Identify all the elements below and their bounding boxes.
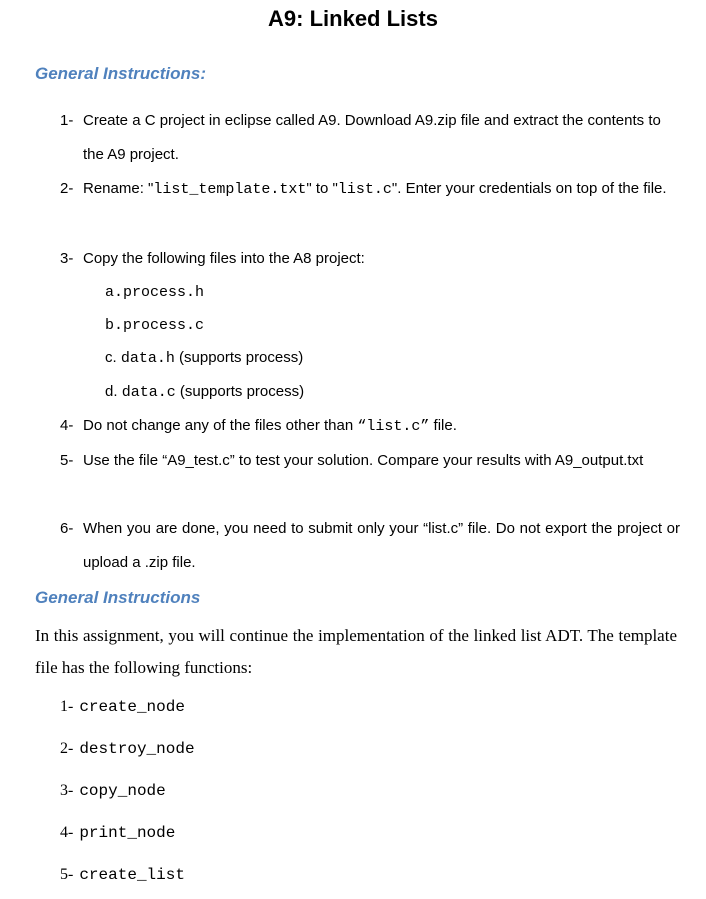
code-filename: process.c	[123, 317, 205, 334]
function-number: 4-	[60, 824, 74, 841]
sub-item-label: d.	[105, 383, 118, 400]
code-filename: list.c	[337, 181, 392, 198]
function-name: destroy_node	[79, 740, 195, 758]
instruction-item-1	[60, 104, 680, 172]
item-number: 5-	[60, 452, 74, 469]
function-name: copy_node	[79, 782, 166, 800]
function-item-5	[60, 866, 185, 884]
function-item-2	[60, 740, 195, 758]
function-item-3	[60, 782, 166, 800]
page-title: A9: Linked Lists	[268, 6, 438, 31]
function-name: create_list	[79, 866, 185, 884]
item-number: 2-	[60, 180, 74, 197]
sub-item-note: (supports process)	[175, 383, 305, 400]
item-text-part: Rename: "	[83, 180, 154, 197]
instruction-item-5	[60, 444, 680, 478]
item-text: Copy the following files into the A8 project:	[83, 250, 365, 267]
sub-item-label: a.	[105, 284, 124, 301]
function-number: 2-	[60, 740, 74, 757]
item-text: Create a C project in eclipse called A9. Download A9.zip file and extract the contents to the A9 project.	[83, 112, 661, 163]
instruction-item-6	[60, 512, 680, 580]
function-number: 5-	[60, 866, 74, 883]
intro-paragraph: In this assignment, you will continue the implementation of the linked list ADT. The template file has the following functions:	[35, 626, 677, 677]
sub-item-d	[105, 375, 304, 410]
item-text: When you are done, you need to submit only your “list.c” file. Do not export the project or upload a .zip file.	[83, 520, 680, 571]
instruction-item-3	[60, 242, 680, 276]
item-number: 3-	[60, 250, 74, 267]
item-number: 1-	[60, 112, 74, 129]
sub-item-a	[105, 275, 204, 310]
sub-item-c	[105, 341, 303, 376]
item-text-part: file.	[429, 417, 457, 434]
section-heading-general: General Instructions	[35, 588, 201, 607]
item-text-part: Do not change any of the files other than	[83, 417, 358, 434]
instruction-item-2	[60, 172, 680, 207]
item-text	[83, 172, 680, 207]
code-filename: list_template.txt	[153, 181, 307, 198]
sub-item-b	[105, 308, 204, 343]
function-number: 3-	[60, 782, 74, 799]
sub-item-label: b.	[105, 317, 124, 334]
code-filename: “list.c”	[357, 418, 430, 435]
function-name: print_node	[79, 824, 176, 842]
code-filename: data.h	[120, 350, 175, 367]
sub-item-note: (supports process)	[174, 349, 304, 366]
section-heading-instructions: General Instructions:	[35, 64, 206, 83]
function-item-1	[60, 698, 185, 716]
sub-item-label: c.	[105, 349, 117, 366]
item-text	[83, 409, 680, 444]
code-filename: process.h	[123, 284, 205, 301]
item-number: 6-	[60, 520, 74, 537]
function-number: 1-	[60, 698, 74, 715]
item-text-part: ". Enter your credentials on top of the file.	[391, 180, 667, 197]
function-item-4	[60, 824, 175, 842]
instruction-item-4	[60, 409, 680, 444]
item-number: 4-	[60, 417, 74, 434]
function-name: create_node	[79, 698, 185, 716]
code-filename: data.c	[121, 384, 176, 401]
item-text: Use the file “A9_test.c” to test your solution. Compare your results with A9_output.txt	[83, 452, 644, 469]
item-text-part: " to "	[306, 180, 338, 197]
